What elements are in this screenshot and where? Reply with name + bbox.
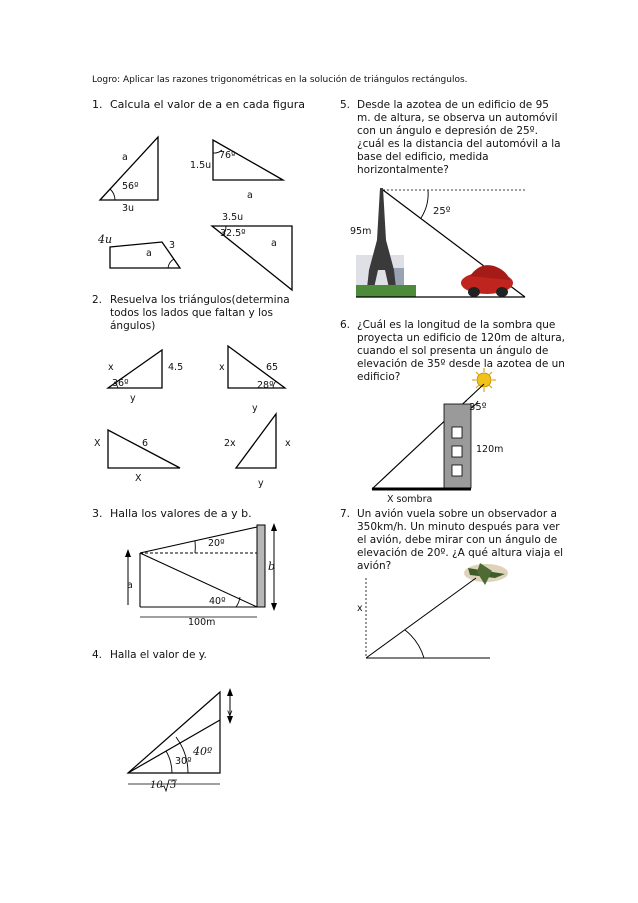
- q4-text: Halla el valor de y.: [110, 649, 207, 661]
- q2a-angle: 36º: [112, 378, 129, 389]
- q1b-left: 1.5u: [190, 160, 212, 171]
- q2d-hyp: 2x: [224, 438, 236, 449]
- q2-triangle-d: [236, 414, 276, 468]
- q3-angle-bottom: 40º: [209, 596, 226, 607]
- q7-figure: [0, 0, 200, 120]
- q7-line-4: elevación de 20º. ¿A qué altura viaja el: [357, 547, 564, 559]
- q1c-bottom: a: [146, 248, 152, 259]
- q2-number: 2.: [92, 294, 103, 306]
- q2a-bottom: y: [130, 393, 136, 404]
- q5-line-5: base del edificio, medida: [357, 151, 489, 163]
- q1c-left: 4u: [98, 233, 113, 246]
- eiffel-tower-image: [356, 188, 416, 297]
- q3-angle-top: 20º: [208, 538, 225, 549]
- q3-a: a: [127, 580, 133, 591]
- q1a-side: a: [122, 152, 128, 163]
- q4-angle-outer: 40º: [193, 745, 213, 758]
- logro-text: Logro: Aplicar las razones trigonométricas en la solución de triángulos rectángulos.: [92, 75, 468, 85]
- q4-angle-inner: 30º: [175, 756, 192, 767]
- q3-number: 3.: [92, 507, 103, 520]
- q4-base-coef: 10: [150, 780, 163, 791]
- q6-shadow: X sombra: [387, 494, 433, 505]
- q2d-right: x: [285, 438, 291, 449]
- q4-number: 4.: [92, 649, 103, 661]
- q1b-hyp: a: [247, 190, 253, 201]
- q1b-angle: 76º: [219, 150, 236, 161]
- q2a-left: x: [108, 362, 114, 373]
- q2-line-3: ángulos): [110, 320, 156, 332]
- q3-b: b: [268, 560, 276, 573]
- q2b-left: x: [219, 362, 225, 373]
- q6-height: 120m: [476, 444, 504, 455]
- q5-line-4: ¿cuál es la distancia del automóvil a la: [357, 138, 561, 150]
- sun-icon: [472, 368, 496, 392]
- q6-number: 6.: [340, 319, 351, 331]
- q1-text: Calcula el valor de a en cada figura: [110, 98, 306, 111]
- q4-base-rad: 3: [170, 780, 177, 791]
- q1d-top: 3.5u: [222, 212, 244, 223]
- q7-number: 7.: [340, 508, 351, 520]
- q5-line-6: horizontalmente?: [357, 164, 449, 176]
- q2c-hyp: 6: [142, 438, 149, 449]
- q2d-bottom: y: [258, 478, 264, 489]
- q2-line-1: Resuelva los triángulos(determina: [110, 294, 290, 306]
- q1d-angle: 32.5º: [220, 228, 246, 239]
- q5-line-1: Desde la azotea de un edificio de 95: [357, 99, 549, 111]
- q4-triangle: [128, 692, 220, 773]
- q5-height: 95m: [350, 226, 372, 237]
- q6-line-4: elevación de 35º desde la azotea de un: [357, 358, 565, 370]
- q2b-hyp: 65: [266, 362, 279, 373]
- q2c-left: X: [94, 438, 101, 449]
- q7-x: x: [357, 603, 363, 614]
- q3-building: [257, 525, 265, 607]
- q6-line-1: ¿Cuál es la longitud de la sombra que: [357, 319, 556, 331]
- q1a-angle: 56º: [122, 181, 139, 192]
- q5-line-3: con un ángulo e depresión de 25º.: [357, 125, 538, 137]
- q3-text: Halla los valores de a y b.: [110, 507, 252, 520]
- q2b-bottom: y: [252, 403, 258, 414]
- q1-number: 1.: [92, 98, 103, 111]
- q1d-side: a: [271, 238, 277, 249]
- q2b-angle: 28º: [257, 380, 274, 391]
- q7-line-5: avión?: [357, 560, 392, 572]
- q5-number: 5.: [340, 99, 351, 111]
- q1c-hyp: 3: [169, 240, 176, 251]
- q6-line-3: cuando el sol presenta un ángulo de: [357, 345, 549, 357]
- q2c-bottom: X: [135, 473, 142, 484]
- car-image: [461, 265, 513, 297]
- q2-line-2: todos los lados que faltan y los: [110, 307, 273, 319]
- q6-line-5: edificio?: [357, 371, 401, 383]
- q5-angle: 25º: [433, 206, 451, 217]
- q4-y: y: [227, 708, 233, 719]
- q7-line-1: Un avión vuela sobre un observador a: [357, 508, 557, 520]
- q2-triangle-c: [108, 430, 180, 468]
- q7-line-2: 350km/h. Un minuto después para ver: [357, 521, 560, 533]
- q6-angle: 35º: [469, 402, 487, 413]
- q1a-base: 3u: [122, 203, 135, 214]
- q5-line-2: m. de altura, se observa un automóvil: [357, 112, 558, 124]
- q6-line-2: proyecta un edificio de 120m de altura,: [357, 332, 566, 344]
- q3-dist: 100m: [188, 617, 216, 628]
- q2a-hyp: 4.5: [168, 362, 184, 373]
- q7-line-3: el avión, debe mirar con un ángulo de: [357, 534, 558, 546]
